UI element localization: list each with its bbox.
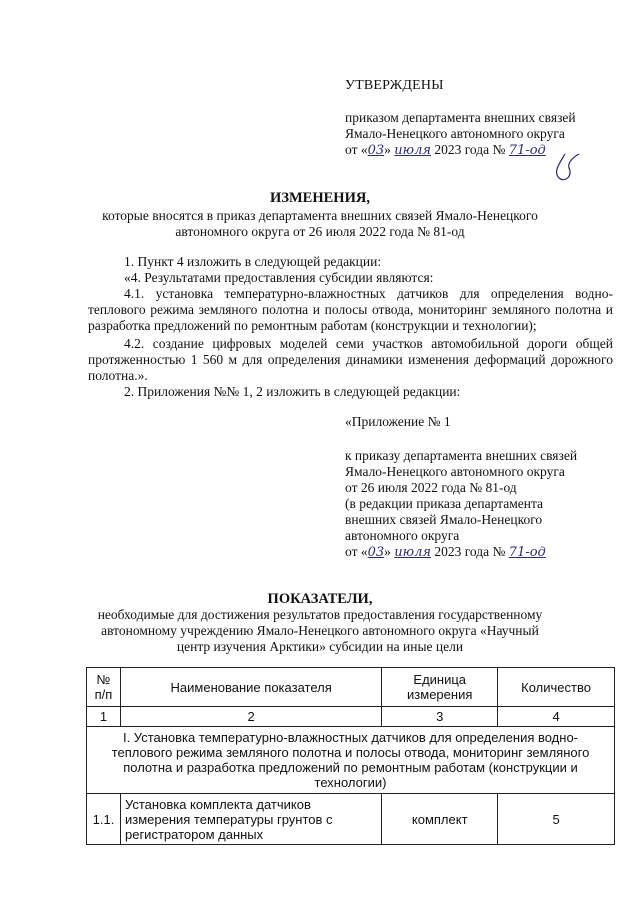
header-quantity: Количество (498, 668, 615, 707)
col-number-4: 4 (498, 707, 615, 727)
appendix-day-handwritten: 03 (367, 545, 385, 560)
paragraph-1: 1. Пункт 4 изложить в следующей редакции: (124, 254, 382, 269)
approval-month-handwritten: июля (394, 143, 431, 158)
table-section-row (87, 727, 615, 794)
paragraph-2: «4. Результатами предоставления субсидии являются: (124, 270, 434, 285)
paragraph-2-appendix: 2. Приложения №№ 1, 2 изложить в следующей редакции: (124, 384, 461, 399)
table-row (87, 794, 615, 845)
signature-mark-icon (545, 150, 585, 185)
appendix-month-handwritten: июля (394, 545, 431, 560)
approval-day-handwritten: 03 (367, 143, 385, 158)
row-unit: комплект (382, 794, 498, 845)
row-quantity: 5 (498, 794, 615, 845)
col-number-1: 1 (87, 707, 121, 727)
row-name: Установка комплекта датчиков измерения температуры грунтов с регистратором данных (120, 794, 381, 845)
indicators-heading: ПОКАЗАТЕЛИ, (267, 591, 373, 607)
approval-title: УТВЕРЖДЕНЫ (345, 78, 444, 93)
appendix-title: «Приложение № 1 (345, 414, 451, 429)
changes-heading: ИЗМЕНЕНИЯ, (270, 190, 370, 206)
indicators-table (86, 667, 615, 845)
paragraph-4-2: 4.2. создание цифровых моделей семи участков автомобильной дороги общей протяженностью 1 560 м для определения динамики изменения деформаций дорожного полотна.». (88, 336, 613, 383)
changes-subtitle: которые вносятся в приказ департамента внешних связей Ямало-Ненецкого автономного округа от 26 июля 2022 года № 81-од (102, 208, 538, 239)
appendix-block: к приказу департамента внешних связей Ямало-Ненецкого автономного округа от 26 июля 2022 года № 81-од (в редакции приказа департамента внешних связей Ямало-Ненецкого автономного округа от «03» июля 2023 года № 71-од (345, 448, 610, 561)
paragraph-4-1: 4.1. установка температурно-влажностных датчиков для определения водно-теплового режима земляного полотна и полосы отвода, мониторинг земляного полотна и разработка предложений по ремонтным работам (конструкции и технологии); (88, 286, 613, 333)
header-name: Наименование показателя (120, 668, 381, 707)
table-column-numbers-row (87, 707, 615, 727)
appendix-number-handwritten: 71-од (508, 545, 546, 560)
section-title: I. Установка температурно-влажностных датчиков для определения водно-теплового режима земляного полотна и полосы отвода, мониторинг земляного полотна и разработка предложений по ремонтным работам (конструкции и технологии) (87, 727, 615, 794)
approval-line-1: приказом департамента внешних связей (345, 110, 576, 125)
col-number-2: 2 (120, 707, 381, 727)
approval-number-handwritten: 71-од (508, 143, 546, 158)
approval-line-2: Ямало-Ненецкого автономного округа (345, 126, 565, 141)
header-number: № п/п (87, 668, 121, 707)
indicators-subtitle: необходимые для достижения результатов предоставления государственному автономному учреждению Ямало-Ненецкого автономного округа «Научный центр изучения Арктики» субсидии на иные цели (97, 607, 543, 654)
body-text (88, 254, 613, 400)
col-number-3: 3 (382, 707, 498, 727)
row-number: 1.1. (87, 794, 121, 845)
table-header-row (87, 668, 615, 707)
header-unit: Единица измерения (382, 668, 498, 707)
approval-date-line: от «03» июля 2023 года № 71-од (345, 142, 546, 158)
appendix-date-line: от «03» июля 2023 года № 71-од (345, 544, 546, 560)
